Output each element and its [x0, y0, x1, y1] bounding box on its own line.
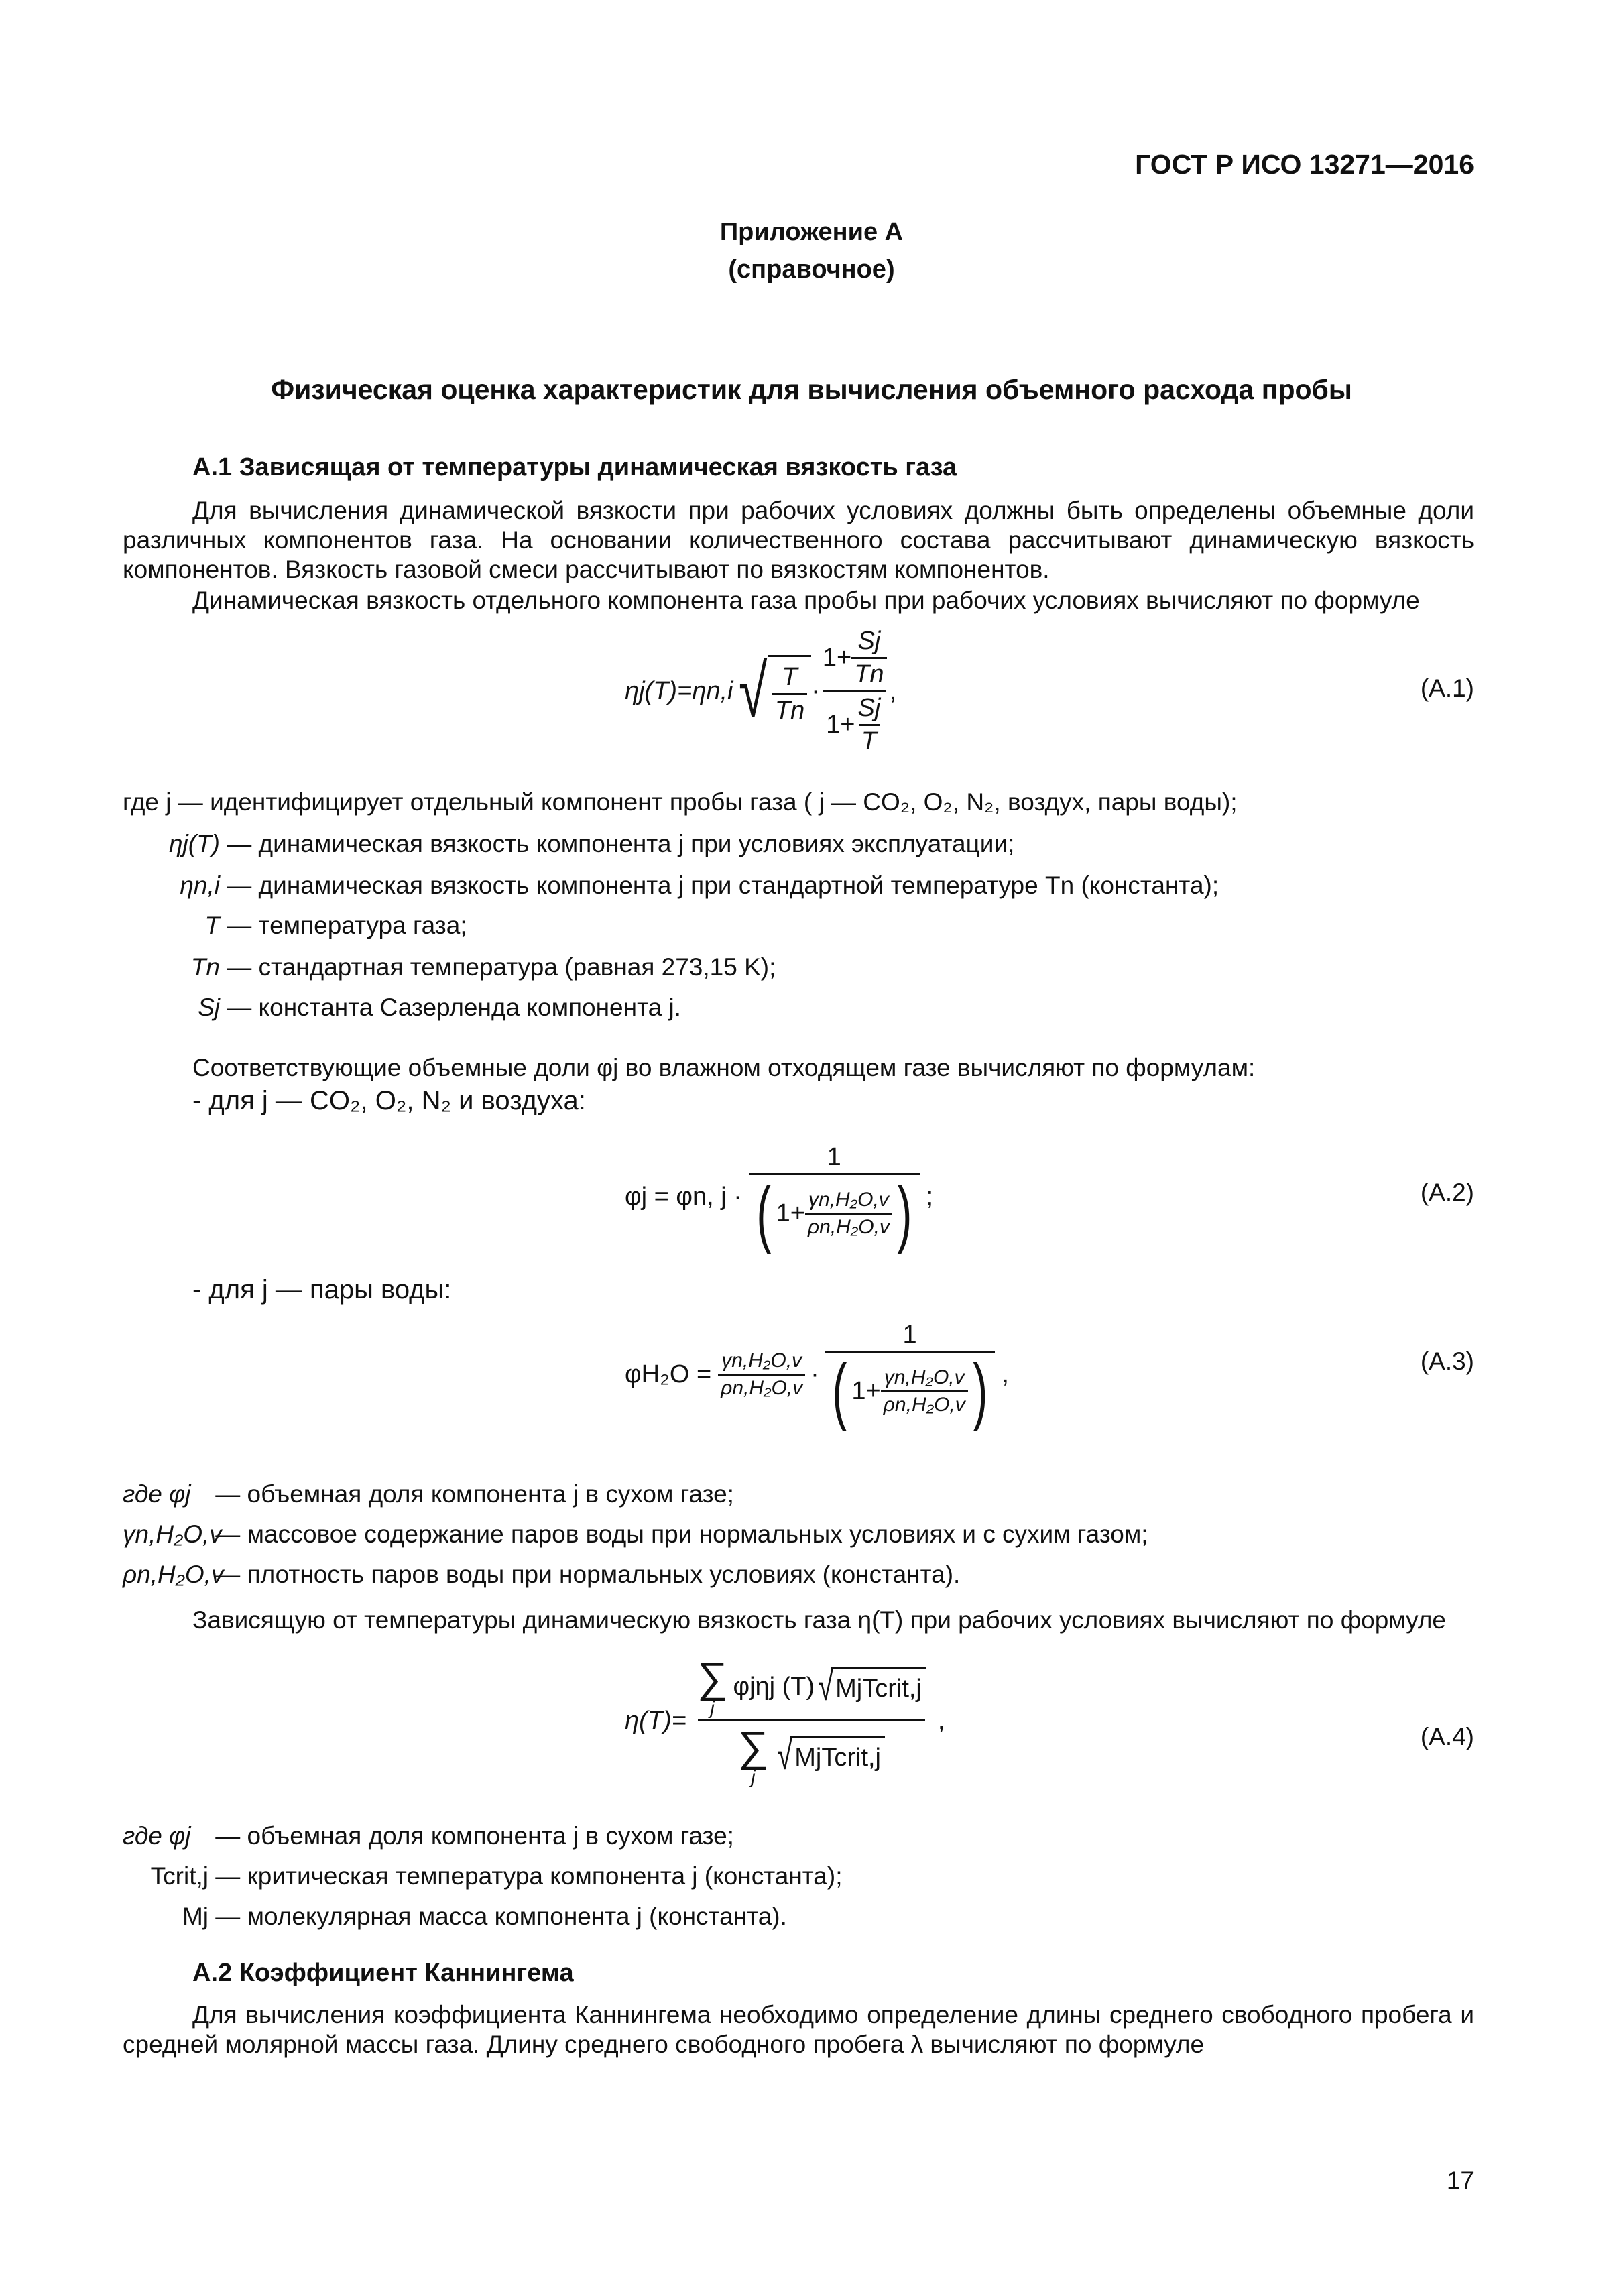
definition-symbol: ηn,i — [180, 871, 220, 899]
definition-symbol: где j — [123, 788, 172, 816]
eq-a1-tn-2: Tn — [851, 657, 886, 689]
definition-symbol: где φj — [123, 1822, 191, 1850]
eq-a3-rho: ρn,H₂O,v — [718, 1374, 805, 1400]
eq-a3-rho-2: ρn,H₂O,v — [881, 1390, 968, 1416]
eq-a3-dot: · — [810, 1360, 819, 1388]
radical-icon: √ — [777, 1733, 793, 1778]
appendix-label: Приложение А — [719, 218, 904, 246]
eq-a2-lhs: φj = φn, j · — [625, 1182, 742, 1211]
eq-a2-one-plus: 1+ — [776, 1199, 805, 1227]
definition-symbol: T — [204, 912, 220, 939]
definition-text: — объемная доля компонента j в сухом газе; — [215, 1822, 734, 1850]
para4: Зависящую от температуры динамическую вязкость газа η(T) при рабочих условиях вычисляют по формуле — [192, 1606, 1446, 1634]
definitions-a1 — [123, 786, 1474, 1034]
right-paren-icon: ) — [973, 1349, 988, 1432]
document-code: ГОСТ Р ИСО 13271—2016 — [1135, 149, 1474, 180]
equation-a4-number: (А.4) — [1420, 1723, 1474, 1750]
eq-a3-ratio — [718, 1349, 805, 1400]
eq-a4-lhs: η(T)= — [625, 1707, 686, 1735]
definition-row — [123, 1518, 1148, 1551]
definition-row — [123, 951, 776, 984]
eq-a3-lhs: φH₂O = — [625, 1360, 712, 1388]
eq-a1-t-frac — [772, 663, 807, 725]
sigma-icon: ∑ — [737, 1722, 769, 1770]
para1-text: Для вычисления динамической вязкости при рабочих условиях должны быть определены объемные доли различных компонентов газа. На основании количественного состава рассчитывают динамическую вязкость компонентов. Вязкость газовой смеси рассчитывают по вязкостям компонентов. — [123, 497, 1474, 583]
left-paren-icon: ( — [832, 1349, 847, 1432]
para3: Соответствующие объемные доли φj во влажном отходящем газе вычисляют по формулам: — [192, 1054, 1256, 1081]
eq-a2-one: 1 — [827, 1143, 841, 1171]
eq-a1-one-plus-top: 1+ — [822, 644, 852, 672]
definitions-a3 — [123, 1477, 1474, 1598]
section-a1-para2 — [123, 586, 1474, 615]
eq-a1-dot: · — [811, 677, 820, 705]
definition-symbol: Tcrit,j — [150, 1862, 208, 1890]
definition-row — [123, 1900, 787, 1933]
eq-a3-one: 1 — [902, 1321, 917, 1349]
equation-a3 — [625, 1321, 1009, 1432]
equation-a2 — [625, 1143, 934, 1254]
section-a1-para1 — [123, 496, 1474, 585]
definition-row — [123, 869, 1219, 902]
eq-a2-frac — [749, 1143, 920, 1254]
equation-a1 — [625, 627, 896, 756]
eq-a3-frac — [825, 1321, 996, 1432]
definition-text: — стандартная температура (равная 273,15 K); — [227, 953, 776, 981]
appendix-type: (справочное) — [728, 255, 895, 284]
section-a2-para — [123, 2000, 1474, 2059]
definition-row — [123, 991, 681, 1024]
eq-a3-comma: , — [1002, 1360, 1009, 1388]
definition-symbol: γn,H₂O,v — [123, 1520, 222, 1548]
eq-a2-gamma: γn,H₂O,v — [808, 1188, 889, 1211]
definition-symbol: ρn,H₂O,v — [123, 1561, 224, 1588]
section-a2-heading: А.2 Коэффициент Каннингема — [192, 1959, 574, 1987]
definitions-a4 — [123, 1819, 1474, 1940]
definition-text: — массовое содержание паров воды при нормальных условиях и с сухим газом; — [215, 1520, 1148, 1548]
eq-a3-gamma: γn,H₂O,v — [721, 1349, 802, 1372]
definition-symbol: ηj(T) — [168, 830, 220, 857]
radical-icon: √ — [739, 650, 768, 733]
case1-label: - для j — CO₂, O₂, N₂ и воздуха: — [192, 1086, 586, 1115]
eq-a1-t-2: T — [859, 724, 880, 756]
page-number: 17 — [1446, 2167, 1474, 2194]
eq-a1-one-plus-bottom: 1+ — [826, 711, 855, 739]
eq-a4-comma: , — [937, 1707, 945, 1735]
definition-text: — объемная доля компонента j в сухом газе; — [215, 1480, 734, 1508]
definition-row — [123, 1819, 734, 1853]
section-a1-heading: А.1 Зависящая от температуры динамическая вязкость газа — [192, 453, 957, 481]
eq-a2-rho: ρn,H₂O,v — [805, 1213, 892, 1239]
eq-a1-sj-bottom: Sj — [857, 694, 881, 722]
eq-a3-gamma-2: γn,H₂O,v — [884, 1366, 965, 1388]
eq-a4-index: j — [710, 1697, 715, 1718]
eq-a2-semicolon: ; — [926, 1182, 934, 1211]
definition-text: — температура газа; — [227, 912, 467, 939]
definition-row — [123, 1477, 734, 1511]
eq-a1-sj-top: Sj — [857, 627, 881, 655]
definition-text: — динамическая вязкость компонента j при стандартной температуре Tn (константа); — [227, 871, 1219, 899]
case2-label: - для j — пары воды: — [192, 1275, 452, 1305]
eq-a1-lhs: ηj(T)=ηn,i — [625, 677, 733, 705]
eq-a3-one-plus: 1+ — [851, 1376, 881, 1405]
eq-a4-frac — [695, 1653, 928, 1787]
radical-icon: √ — [818, 1664, 834, 1709]
eq-a4-root-2: MjTcrit,j — [790, 1736, 885, 1776]
definition-symbol: где φj — [123, 1480, 191, 1508]
definition-symbol: Sj — [198, 993, 220, 1021]
definition-symbol: Tn — [190, 953, 220, 981]
definition-row — [123, 1558, 960, 1591]
definition-row — [123, 1860, 843, 1893]
appendix-heading — [0, 213, 1623, 288]
definition-row — [123, 827, 1014, 861]
equation-a1-number: (А.1) — [1420, 674, 1474, 702]
definition-text: — динамическая вязкость компонента j при условиях эксплуатации; — [227, 830, 1015, 857]
eq-a1-tn: Tn — [772, 693, 807, 725]
eq-a4-num-terms: φjηj (T) — [733, 1672, 815, 1701]
para2-text: Динамическая вязкость отдельного компонента газа пробы при рабочих условиях вычисляют по формуле — [192, 587, 1420, 614]
left-paren-icon: ( — [756, 1172, 772, 1254]
equation-a2-number: (А.2) — [1420, 1179, 1474, 1206]
definition-text: — константа Сазерленда компонента j. — [227, 993, 681, 1021]
document-title: Физическая оценка характеристик для вычисления объемного расхода пробы — [271, 374, 1352, 405]
definition-text: — идентифицирует отдельный компонент пробы газа ( j — CO₂, O₂, N₂, воздух, пары воды); — [178, 788, 1238, 816]
eq-a4-index-2: j — [751, 1766, 756, 1787]
section-a2-text: Для вычисления коэффициента Каннингема необходимо определение длины среднего свободного пробега и средней молярной массы газа. Длину среднего свободного пробега λ вычисляют по формуле — [123, 2001, 1474, 2058]
eq-a4-root: MjTcrit,j — [831, 1667, 926, 1707]
definition-row — [123, 909, 467, 943]
sigma-icon: ∑ — [697, 1653, 728, 1701]
definition-row — [123, 786, 1238, 819]
eq-a1-comma: , — [889, 677, 897, 705]
eq-a1-sqrt — [733, 650, 811, 733]
equation-a4 — [625, 1653, 945, 1787]
definition-text: — молекулярная масса компонента j (константа). — [215, 1902, 787, 1930]
definition-symbol: Mj — [182, 1902, 208, 1930]
definition-text: — критическая температура компонента j (константа); — [215, 1862, 843, 1890]
right-paren-icon: ) — [897, 1172, 912, 1254]
eq-a1-t: T — [782, 662, 798, 691]
eq-a1-sutherland-frac — [820, 627, 890, 756]
equation-a3-number: (А.3) — [1420, 1347, 1474, 1375]
definition-text: — плотность паров воды при нормальных условиях (константа). — [215, 1561, 961, 1588]
